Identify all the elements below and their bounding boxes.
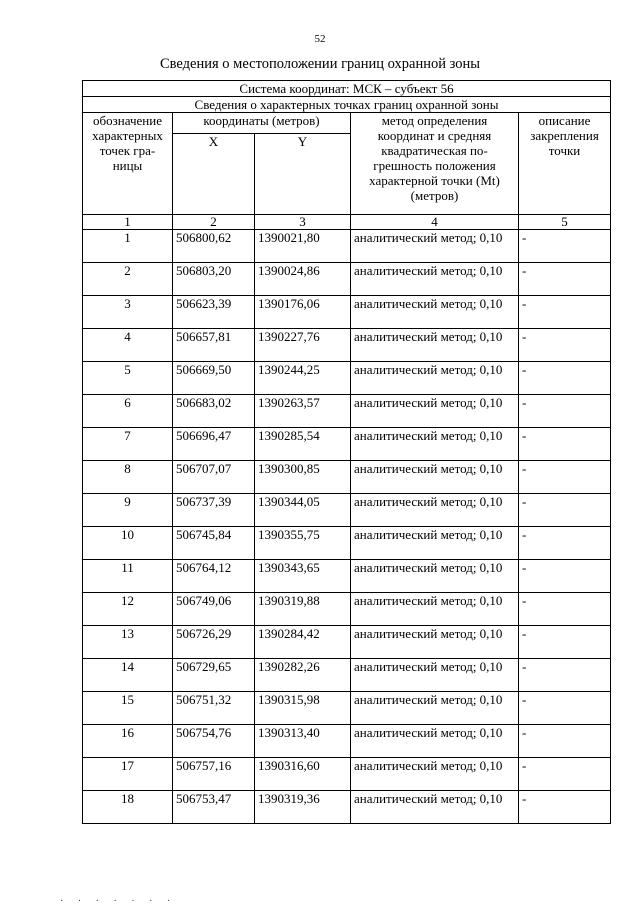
document-title: Сведения о местоположении границ охранной зоны bbox=[159, 56, 480, 72]
point-cell: 8 bbox=[83, 461, 173, 494]
table-row bbox=[83, 494, 611, 527]
fixing-cell: - bbox=[519, 395, 611, 428]
coordinate-system-cell: Система координат: МСК – субъект 56 bbox=[83, 81, 611, 97]
column-number: 1 bbox=[83, 215, 173, 230]
column-number: 2 bbox=[173, 215, 255, 230]
method-cell: аналитический метод; 0,10 bbox=[351, 395, 519, 428]
y-cell: 1390300,85 bbox=[255, 461, 351, 494]
designation-header: обозначение характерных точек гра-ницы bbox=[83, 113, 173, 215]
fixing-cell: - bbox=[519, 428, 611, 461]
method-cell: аналитический метод; 0,10 bbox=[351, 362, 519, 395]
table-row bbox=[83, 296, 611, 329]
point-cell: 11 bbox=[83, 560, 173, 593]
coordinate-system-row bbox=[83, 81, 611, 97]
fixing-cell: - bbox=[519, 296, 611, 329]
method-cell: аналитический метод; 0,10 bbox=[351, 230, 519, 263]
x-cell: 506669,50 bbox=[173, 362, 255, 395]
x-cell: 506754,76 bbox=[173, 725, 255, 758]
method-cell: аналитический метод; 0,10 bbox=[351, 659, 519, 692]
point-cell: 10 bbox=[83, 527, 173, 560]
y-cell: 1390263,57 bbox=[255, 395, 351, 428]
table-row bbox=[83, 593, 611, 626]
method-cell: аналитический метод; 0,10 bbox=[351, 263, 519, 296]
method-cell: аналитический метод; 0,10 bbox=[351, 626, 519, 659]
table-row bbox=[83, 758, 611, 791]
fixing-cell: - bbox=[519, 692, 611, 725]
point-cell: 16 bbox=[83, 725, 173, 758]
x-cell: 506764,12 bbox=[173, 560, 255, 593]
y-cell: 1390316,60 bbox=[255, 758, 351, 791]
point-cell: 1 bbox=[83, 230, 173, 263]
fixing-cell: - bbox=[519, 362, 611, 395]
fixing-cell: - bbox=[519, 791, 611, 824]
x-cell: 506623,39 bbox=[173, 296, 255, 329]
y-cell: 1390355,75 bbox=[255, 527, 351, 560]
fixing-cell: - bbox=[519, 560, 611, 593]
table-row bbox=[83, 263, 611, 296]
x-cell: 506737,39 bbox=[173, 494, 255, 527]
method-cell: аналитический метод; 0,10 bbox=[351, 593, 519, 626]
method-cell: аналитический метод; 0,10 bbox=[351, 296, 519, 329]
fixing-cell: - bbox=[519, 263, 611, 296]
y-header: Y bbox=[255, 134, 351, 215]
method-cell: аналитический метод; 0,10 bbox=[351, 494, 519, 527]
point-cell: 2 bbox=[83, 263, 173, 296]
y-cell: 1390227,76 bbox=[255, 329, 351, 362]
point-cell: 5 bbox=[83, 362, 173, 395]
table-row bbox=[83, 395, 611, 428]
x-cell: 506803,20 bbox=[173, 263, 255, 296]
method-cell: аналитический метод; 0,10 bbox=[351, 725, 519, 758]
method-cell: аналитический метод; 0,10 bbox=[351, 461, 519, 494]
point-cell: 15 bbox=[83, 692, 173, 725]
y-cell: 1390284,42 bbox=[255, 626, 351, 659]
page-number: 52 bbox=[314, 33, 326, 45]
point-cell: 3 bbox=[83, 296, 173, 329]
point-cell: 4 bbox=[83, 329, 173, 362]
point-cell: 6 bbox=[83, 395, 173, 428]
x-cell: 506800,62 bbox=[173, 230, 255, 263]
coordinates-header: координаты (метров) bbox=[173, 113, 351, 134]
fixing-header: описание закрепления точки bbox=[519, 113, 611, 215]
column-number: 3 bbox=[255, 215, 351, 230]
y-cell: 1390285,54 bbox=[255, 428, 351, 461]
fixing-cell: - bbox=[519, 230, 611, 263]
method-cell: аналитический метод; 0,10 bbox=[351, 791, 519, 824]
y-cell: 1390343,65 bbox=[255, 560, 351, 593]
point-cell: 9 bbox=[83, 494, 173, 527]
x-cell: 506751,32 bbox=[173, 692, 255, 725]
y-cell: 1390315,98 bbox=[255, 692, 351, 725]
point-cell: 14 bbox=[83, 659, 173, 692]
table-row bbox=[83, 461, 611, 494]
table-row bbox=[83, 428, 611, 461]
x-cell: 506707,07 bbox=[173, 461, 255, 494]
fixing-cell: - bbox=[519, 659, 611, 692]
table-row bbox=[83, 230, 611, 263]
point-cell: 18 bbox=[83, 791, 173, 824]
point-cell: 17 bbox=[83, 758, 173, 791]
column-header-row bbox=[83, 113, 611, 134]
y-cell: 1390319,36 bbox=[255, 791, 351, 824]
x-cell: 506753,47 bbox=[173, 791, 255, 824]
table-row bbox=[83, 329, 611, 362]
table-row bbox=[83, 725, 611, 758]
boundary-points-table bbox=[82, 80, 611, 824]
table-body bbox=[83, 81, 611, 824]
x-cell: 506757,16 bbox=[173, 758, 255, 791]
column-number: 5 bbox=[519, 215, 611, 230]
x-cell: 506729,65 bbox=[173, 659, 255, 692]
fixing-cell: - bbox=[519, 758, 611, 791]
table-row bbox=[83, 791, 611, 824]
x-cell: 506683,02 bbox=[173, 395, 255, 428]
method-cell: аналитический метод; 0,10 bbox=[351, 527, 519, 560]
method-cell: аналитический метод; 0,10 bbox=[351, 560, 519, 593]
x-cell: 506657,81 bbox=[173, 329, 255, 362]
fixing-cell: - bbox=[519, 626, 611, 659]
fixing-cell: - bbox=[519, 461, 611, 494]
method-cell: аналитический метод; 0,10 bbox=[351, 428, 519, 461]
fixing-cell: - bbox=[519, 527, 611, 560]
fixing-cell: - bbox=[519, 593, 611, 626]
method-cell: аналитический метод; 0,10 bbox=[351, 758, 519, 791]
method-cell: аналитический метод; 0,10 bbox=[351, 329, 519, 362]
y-cell: 1390282,26 bbox=[255, 659, 351, 692]
x-cell: 506696,47 bbox=[173, 428, 255, 461]
table-row bbox=[83, 659, 611, 692]
y-cell: 1390244,25 bbox=[255, 362, 351, 395]
point-cell: 7 bbox=[83, 428, 173, 461]
fixing-cell: - bbox=[519, 329, 611, 362]
method-cell: аналитический метод; 0,10 bbox=[351, 692, 519, 725]
point-cell: 13 bbox=[83, 626, 173, 659]
y-cell: 1390176,06 bbox=[255, 296, 351, 329]
x-header: X bbox=[173, 134, 255, 215]
table-row bbox=[83, 527, 611, 560]
cut-off-text-fragment: · · · · · · · bbox=[60, 896, 177, 905]
y-cell: 1390024,86 bbox=[255, 263, 351, 296]
points-header-cell: Сведения о характерных точках границ охранной зоны bbox=[83, 97, 611, 113]
x-cell: 506745,84 bbox=[173, 527, 255, 560]
column-number: 4 bbox=[351, 215, 519, 230]
fixing-cell: - bbox=[519, 725, 611, 758]
x-cell: 506749,06 bbox=[173, 593, 255, 626]
method-header: метод определения координат и средняя квадратическая по-грешность положения характерной точки (Mt) (метров) bbox=[351, 113, 519, 215]
point-cell: 12 bbox=[83, 593, 173, 626]
fixing-cell: - bbox=[519, 494, 611, 527]
y-cell: 1390319,88 bbox=[255, 593, 351, 626]
y-cell: 1390344,05 bbox=[255, 494, 351, 527]
table-row bbox=[83, 692, 611, 725]
points-header-row bbox=[83, 97, 611, 113]
table-row bbox=[83, 362, 611, 395]
y-cell: 1390313,40 bbox=[255, 725, 351, 758]
column-number-row bbox=[83, 215, 611, 230]
table-row bbox=[83, 626, 611, 659]
table-row bbox=[83, 560, 611, 593]
y-cell: 1390021,80 bbox=[255, 230, 351, 263]
x-cell: 506726,29 bbox=[173, 626, 255, 659]
